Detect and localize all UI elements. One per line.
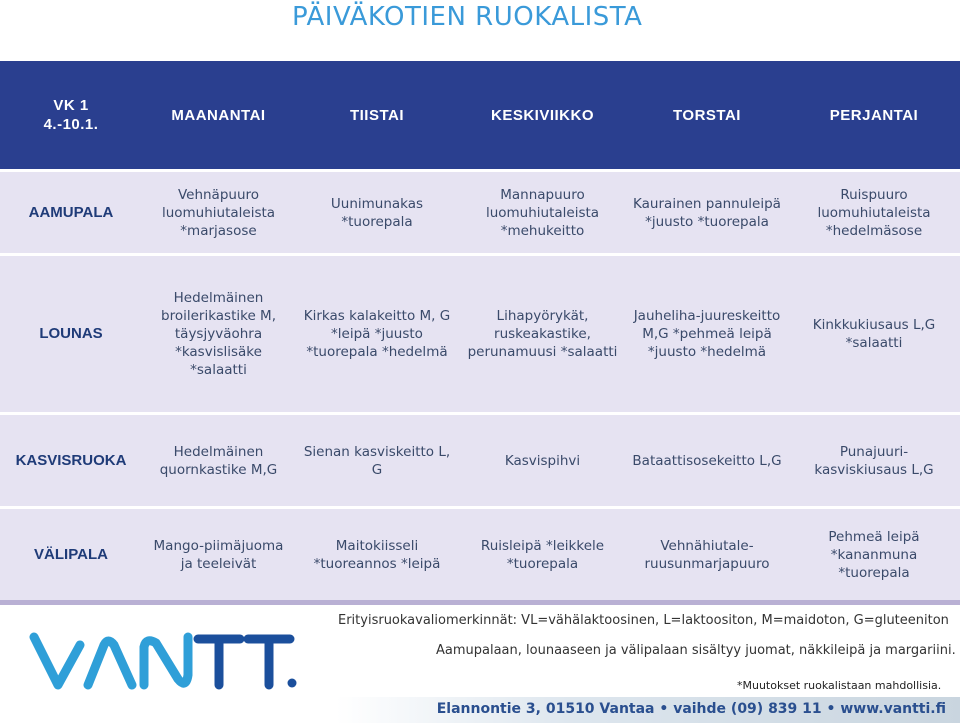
vantti-logo bbox=[28, 623, 298, 697]
meal-cell: Ruispuuro luomuhiutaleista *hedelmäsose bbox=[788, 169, 960, 253]
meal-cell: Hedelmäinen quornkastike M,G bbox=[142, 412, 295, 506]
meal-cell: Uunimunakas *tuorepala bbox=[295, 169, 459, 253]
changes-note: *Muutokset ruokalistaan mahdollisia. bbox=[737, 679, 942, 692]
meal-cell: Maitokiisseli *tuoreannos *leipä bbox=[295, 506, 459, 600]
meal-cell: Jauheliha-juureskeitto M,G *pehmeä leipä *juusto *hedelmä bbox=[626, 253, 788, 412]
meal-cell: Kaurainen pannuleipä *juusto *tuorepala bbox=[626, 169, 788, 253]
week-dates: 4.-10.1. bbox=[43, 116, 99, 133]
week-number: VK 1 bbox=[53, 97, 89, 114]
meal-cell: Kirkas kalakeitto M, G *leipä *juusto *tuorepala *hedelmä bbox=[295, 253, 459, 412]
meal-cell: Ruisleipä *leikkele *tuorepala bbox=[459, 506, 626, 600]
row-label-breakfast: AAMUPALA bbox=[0, 169, 142, 253]
meal-cell: Bataattisosekeitto L,G bbox=[626, 412, 788, 506]
meal-cell: Mango-piimäjuoma ja teeleivät bbox=[142, 506, 295, 600]
meal-cell: Sienan kasviskeitto L, G bbox=[295, 412, 459, 506]
meal-cell: Kasvispihvi bbox=[459, 412, 626, 506]
meal-cell: Vehnähiutale-ruusunmarjapuuro bbox=[626, 506, 788, 600]
meal-cell: Vehnäpuuro luomuhiutaleista *marjasose bbox=[142, 169, 295, 253]
row-label-lunch: LOUNAS bbox=[0, 253, 142, 412]
address-bar bbox=[0, 697, 960, 723]
day-header-friday: PERJANTAI bbox=[788, 61, 960, 169]
day-header-thursday: TORSTAI bbox=[626, 61, 788, 169]
week-label bbox=[0, 61, 142, 169]
row-label-vegetarian: KASVISRUOKA bbox=[0, 412, 142, 506]
meal-cell: Hedelmäinen broilerikastike M, täysjyväohra *kasvislisäke *salaatti bbox=[142, 253, 295, 412]
day-header-wednesday: KESKIVIIKKO bbox=[459, 61, 626, 169]
day-header-tuesday: TIISTAI bbox=[295, 61, 459, 169]
page-title: PÄIVÄKOTIEN RUOKALISTA bbox=[292, 2, 643, 32]
menu-table bbox=[0, 61, 960, 605]
contact-address: Elannontie 3, 01510 Vantaa • vaihde (09) 839 11 • www.vantti.fi bbox=[436, 701, 946, 717]
diet-legend-note: Erityisruokavaliomerkinnät: VL=vähälaktoosinen, L=laktoositon, M=maidoton, G=gluteeniton bbox=[338, 613, 949, 628]
meal-cell: Pehmeä leipä *kananmuna *tuorepala bbox=[788, 506, 960, 600]
meal-cell: Lihapyörykät, ruskeakastike, perunamuusi *salaatti bbox=[459, 253, 626, 412]
meal-cell: Mannapuuro luomuhiutaleista *mehukeitto bbox=[459, 169, 626, 253]
day-header-monday: MAANANTAI bbox=[142, 61, 295, 169]
included-items-note: Aamupalaan, lounaaseen ja välipalaan sisältyy juomat, näkkileipä ja margariini. bbox=[436, 643, 956, 658]
meal-cell: Punajuuri-kasviskiusaus L,G bbox=[788, 412, 960, 506]
row-label-snack: VÄLIPALA bbox=[0, 506, 142, 600]
footer bbox=[0, 605, 960, 723]
meal-cell: Kinkkukiusaus L,G *salaatti bbox=[788, 253, 960, 412]
